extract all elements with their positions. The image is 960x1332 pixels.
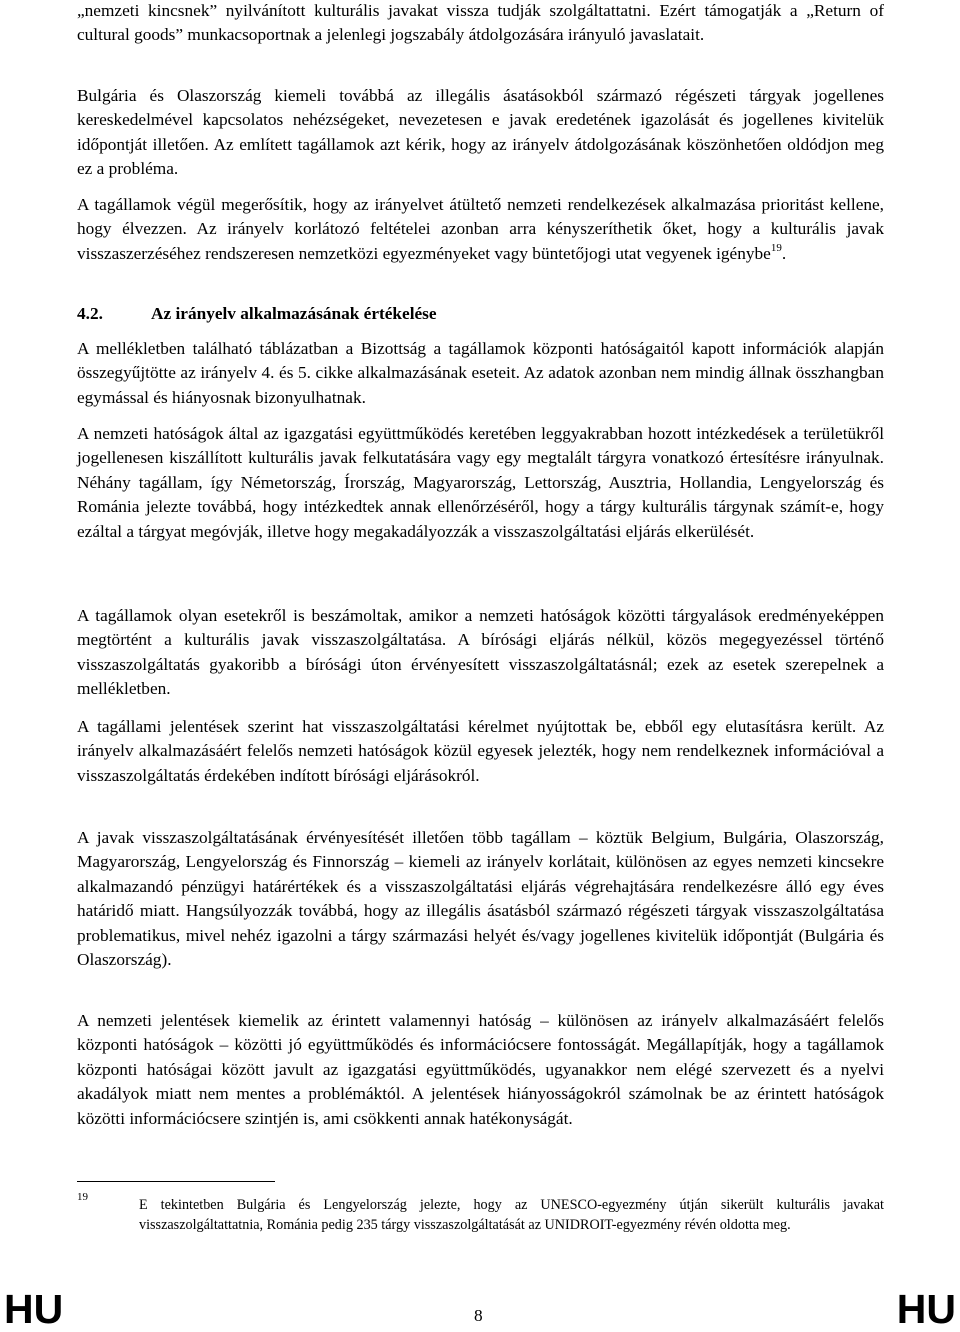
paragraph-end: . [781, 243, 787, 263]
footnote-reference[interactable]: 19 [770, 242, 782, 255]
paragraph-archaeological-objects: Bulgária és Olaszország kiemeli továbbá az illegális ásatásokból származó régészeti tárgyak jogellenes kereskedelmével kapcsolatos nehézségeket, nevezetesen e javak eredetének igazolását és jogellenes kivitelük időpontját illetően. Az említett tagállamok azt kérik, hogy az irányelv átdolgozásának köszönhetően oldódjon meg ez a probléma. [77, 86, 884, 179]
footnote-text: E tekintetben Bulgária és Lengyelország jelezte, hogy az UNESCO-egyezmény útján sikerült kulturális javakat visszaszolgáltattatnia, Románia pedig 235 tárgy visszaszolgáltatását az UNIDROIT-egyezmény révén oldotta meg. [139, 1197, 884, 1233]
language-code-left: HU [4, 1286, 64, 1332]
paragraph-negotiations: A tagállamok olyan esetekről is beszámoltak, amikor a nemzeti hatóságok közötti tárgyalások eredményeképpen megtörtént a kulturális javak visszaszolgáltatása. A bírósági eljárás nélkül, közös megegyezéssel történő visszaszolgáltatás gyakoribb a bírósági úton érvényesített visszaszolgáltatásnál; ezek az esetek szerepelnek a mellékletben. [77, 606, 884, 699]
section-title: Az irányelv alkalmazásának értékelése [151, 304, 437, 323]
paragraph-return-requests: A tagállami jelentések szerint hat visszaszolgáltatási kérelmet nyújtottak be, ebből egy elutasításra került. Az irányelv alkalmazásáért felelős nemzeti hatóságok közül egyesek jelezték, hogy nem rendelkeznek információval a visszaszolgáltatás érdekében indított bírósági eljárásokról. [77, 717, 884, 785]
section-heading [77, 302, 884, 326]
page-number: 8 [474, 1306, 483, 1325]
paragraph-cooperation: A nemzeti jelentések kiemelik az érintett valamennyi hatóság – különösen az irányelv alkalmazásáért felelős központi hatóságok – közötti jó együttműködés és információcsere fontosságát. Megállapítják, hogy a tagállamok központi hatóságai között javult az igazgatási együttműködés, ugyanakkor nem elégé szervezett és a nyelvi akadályok miatt nem mentes a problémáktól. A jelentések hiányosságokról számolnak be az érintett hatóságok közötti információcsere szintjén is, ami csökkenti annak hatékonyságát. [77, 1011, 884, 1128]
footnote-separator [77, 1181, 275, 1182]
paragraph-annex-table: A mellékletben található táblázatban a Bizottság a tagállamok központi hatóságaitól kapott információk alapján összegyűjtötte az irányelv 4. és 5. cikke alkalmazásának eseteit. Az adatok azonban nem mindig állnak összhangban egymással és hiányosnak bizonyulhatnak. [77, 339, 884, 407]
paragraph-text: A tagállamok végül megerősítik, hogy az irányelvet átültető nemzeti rendelkezések alkalmazása prioritást kellene, hogy élvezzen. Az irányelv korlátozó feltételei azonban arra kényszeríthetik őket, hogy a kulturális javak visszaszerzéséhez rendszeresen nemzetközi egyezményeket vagy büntetőjogi utat vegyenek igénybe [77, 195, 884, 263]
section-number: 4.2. [77, 304, 103, 323]
paragraph-national-provisions [77, 193, 884, 266]
footnote-number: 19 [77, 1191, 88, 1203]
paragraph-national-authorities: A nemzeti hatóságok által az igazgatási együttműködés keretében leggyakrabban hozott intézkedések a területükről jogellenesen kiszállított kulturális javak felkutatására vagy egy megtalált tárgyra vonatkozó értesítésre irányulnak. Néhány tagállam, így Németország, Írország, Magyarország, Lettország, Ausztria, Hollandia, Lengyelország és Románia jelezte továbbá, hogy intézkedtek annak ellenőrzéséről, hogy a tárgy kulturális tárgynak számít-e, hogy ezáltal a tárgyat megóvják, illetve hogy megakadályozzák a visszaszolgáltatási eljárás elkerülését. [77, 424, 884, 541]
paragraph-enforcement: A javak visszaszolgáltatásának érvényesítését illetően több tagállam – köztük Belgium, Bulgária, Olaszország, Magyarország, Lengyelország és Finnország – kiemeli az irányelv korlátait, különösen az egyes nemzeti kincsekre alkalmazandó pénzügyi határértékek és a visszaszolgáltatási eljárás végrehajtására rendelkezésre álló egy éves határidő miatt. Hangsúlyozzák továbbá, hogy az illegális ásatásból származó régészeti tárgyak visszaszolgáltatása problematikus, mivel nehéz igazolni a tárgy származási helyét és/vagy jogellenes kivitelük időpontját (Bulgária és Olaszország). [77, 828, 884, 970]
language-code-right: HU [896, 1286, 956, 1332]
paragraph-continuation: „nemzeti kincsnek” nyilvánított kulturális javakat vissza tudják szolgáltattatni. Ezért támogatják a „Return of cultural goods” munkacsoportnak a jelenlegi jogszabály átdolgozására irányuló javaslatait. [77, 1, 884, 45]
